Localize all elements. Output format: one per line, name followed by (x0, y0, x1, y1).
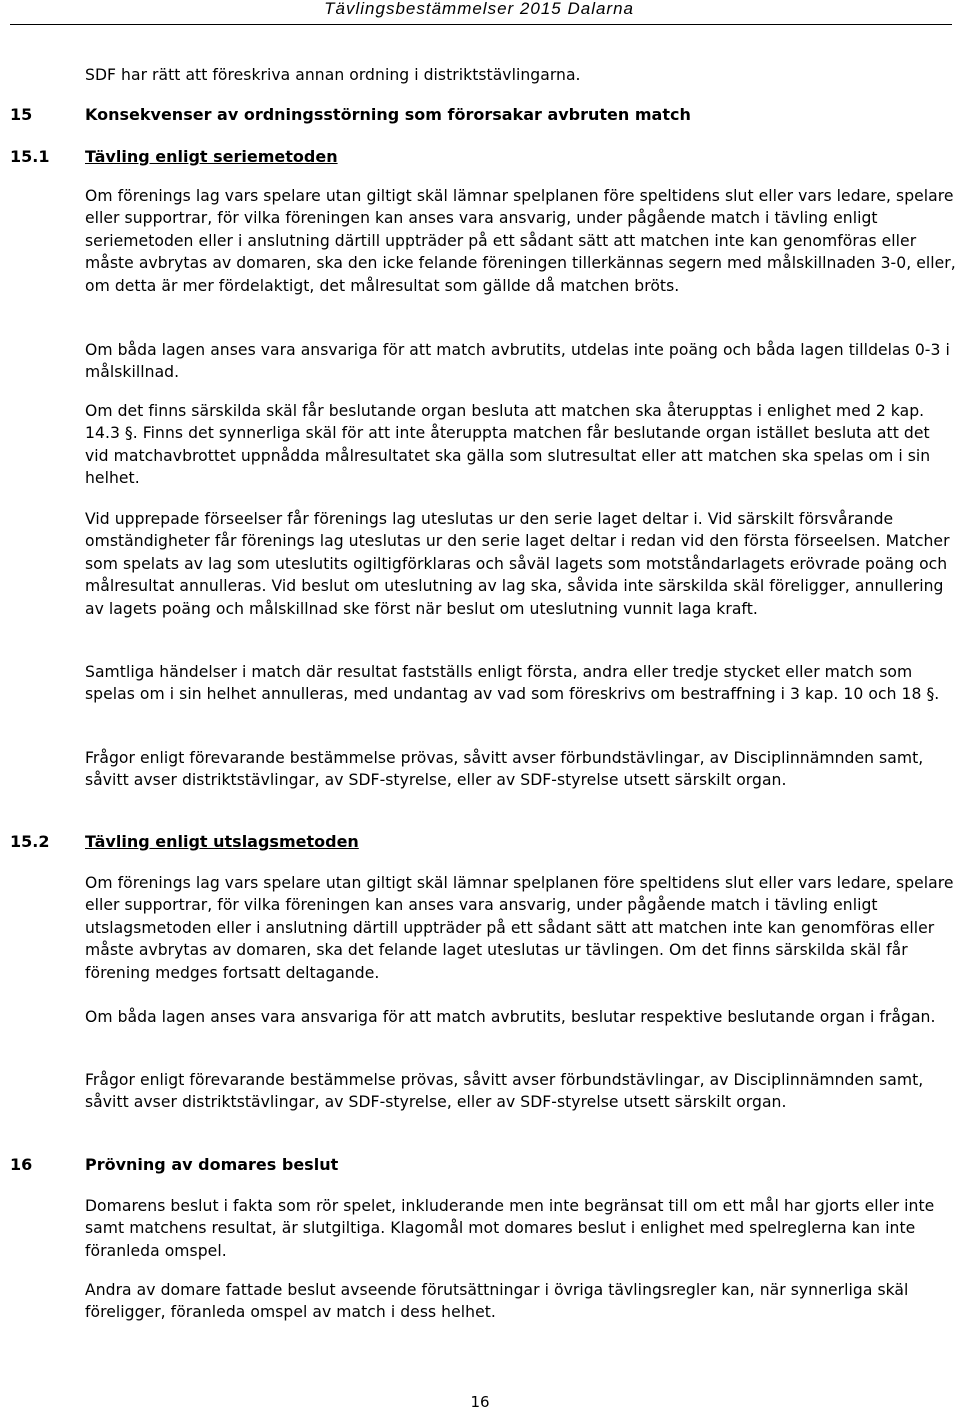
paragraph: Andra av domare fattade beslut avseende förutsättningar i övriga tävlingsregler kan, när synnerliga skäl föreligger, föranleda omspel av match i dess helhet. (85, 1281, 909, 1322)
paragraph: Om båda lagen anses vara ansvariga för att match avbrutits, utdelas inte poäng och båda lagen tilldelas 0-3 i målskillnad. (85, 341, 950, 382)
paragraph: Frågor enligt förevarande bestämmelse prövas, såvitt avser förbundstävlingar, av Disciplinnämnden samt, såvitt avser distriktstävlingar, av SDF-styrelse, eller av SDF-styrelse utsett särskilt organ. (85, 749, 924, 790)
header-divider (10, 24, 952, 25)
subsection-number: 15.2 (10, 832, 50, 851)
page-number: 16 (470, 1393, 490, 1411)
subsection-number: 15.1 (10, 147, 50, 166)
section-number: 15 (10, 105, 33, 124)
subsection-title: Tävling enligt seriemetoden (85, 147, 338, 166)
paragraph: Frågor enligt förevarande bestämmelse prövas, såvitt avser förbundstävlingar, av Disciplinnämnden samt, såvitt avser distriktstävlingar, av SDF-styrelse, eller av SDF-styrelse utsett särskilt organ. (85, 1071, 924, 1112)
section-15-heading (10, 104, 691, 126)
section-16-heading (10, 1154, 338, 1176)
section-title: Konsekvenser av ordningsstörning som förorsakar avbruten match (85, 105, 691, 124)
paragraph: Vid upprepade förseelser får förenings lag uteslutas ur den serie laget deltar i. Vid särskilt försvårande omständigheter får förenings lag uteslutas ur den serie laget deltar i redan vid den första förseelsen. Matcher som spelats av lag som uteslutits ogiltigförklaras och såväl lagets som motståndarlagets erövrade poäng och målresultat annulleras. Vid beslut om uteslutning av lag ska, såvida inte särskilda skäl föreligger, annullering av lagets poäng och målskillnad ske först när beslut om uteslutning vunnit laga kraft. (85, 510, 950, 618)
intro-paragraph: SDF har rätt att föreskriva annan ordning i distriktstävlingarna. (85, 66, 581, 84)
paragraph: Om förenings lag vars spelare utan giltigt skäl lämnar spelplanen före speltidens slut eller vars ledare, spelare eller supportrar, för vilka föreningen kan anses vara ansvarig, under pågående match i tävling enligt utslagsmetoden eller i anslutning därtill uppträder på ett sådant sätt att matchen inte kan genomföras eller måste avbrytas av domaren, ska det felande laget uteslutas ur tävlingen. Om det finns särskilda skäl får förening medges fortsatt deltagande. (85, 874, 954, 982)
subsection-15-2-heading (10, 831, 359, 853)
paragraph: Om båda lagen anses vara ansvariga för att match avbrutits, beslutar respektive beslutande organ i frågan. (85, 1008, 936, 1026)
paragraph: Om förenings lag vars spelare utan giltigt skäl lämnar spelplanen före speltidens slut eller vars ledare, spelare eller supportrar, för vilka föreningen kan anses vara ansvarig, under pågående match i tävling enligt seriemetoden eller i anslutning därtill uppträder på ett sådant sätt att matchen inte kan genomföras eller måste avbrytas av domaren, ska den icke felande föreningen tillerkännas segern med målskillnaden 3-0, eller, om detta är mer fördelaktigt, det målresultat som gällde då matchen bröts. (85, 187, 956, 295)
subsection-title: Tävling enligt utslagsmetoden (85, 832, 359, 851)
paragraph: Om det finns särskilda skäl får beslutande organ besluta att matchen ska återupptas i enlighet med 2 kap. 14.3 §. Finns det synnerliga skäl för att inte återuppta matchen får beslutande organ istället besluta att det vid matchavbrottet uppnådda målresultatet ska gälla som slutresultat eller att matchen ska spelas om i sin helhet. (85, 402, 931, 488)
header-title: Tävlingsbestämmelser 2015 Dalarna (324, 0, 634, 18)
paragraph: Samtliga händelser i match där resultat fastställs enligt första, andra eller tredje stycket eller match som spelas om i sin helhet annulleras, med undantag av vad som föreskrivs om bestraffning i 3 kap. 10 och 18 §. (85, 663, 940, 704)
section-number: 16 (10, 1155, 33, 1174)
section-title: Prövning av domares beslut (85, 1155, 339, 1174)
subsection-15-1-heading (10, 146, 338, 168)
paragraph: Domarens beslut i fakta som rör spelet, inkluderande men inte begränsat till om ett mål har gjorts eller inte samt matchens resultat, är slutgiltiga. Klagomål mot domares beslut i enlighet med spelreglerna kan inte föranleda omspel. (85, 1197, 935, 1260)
